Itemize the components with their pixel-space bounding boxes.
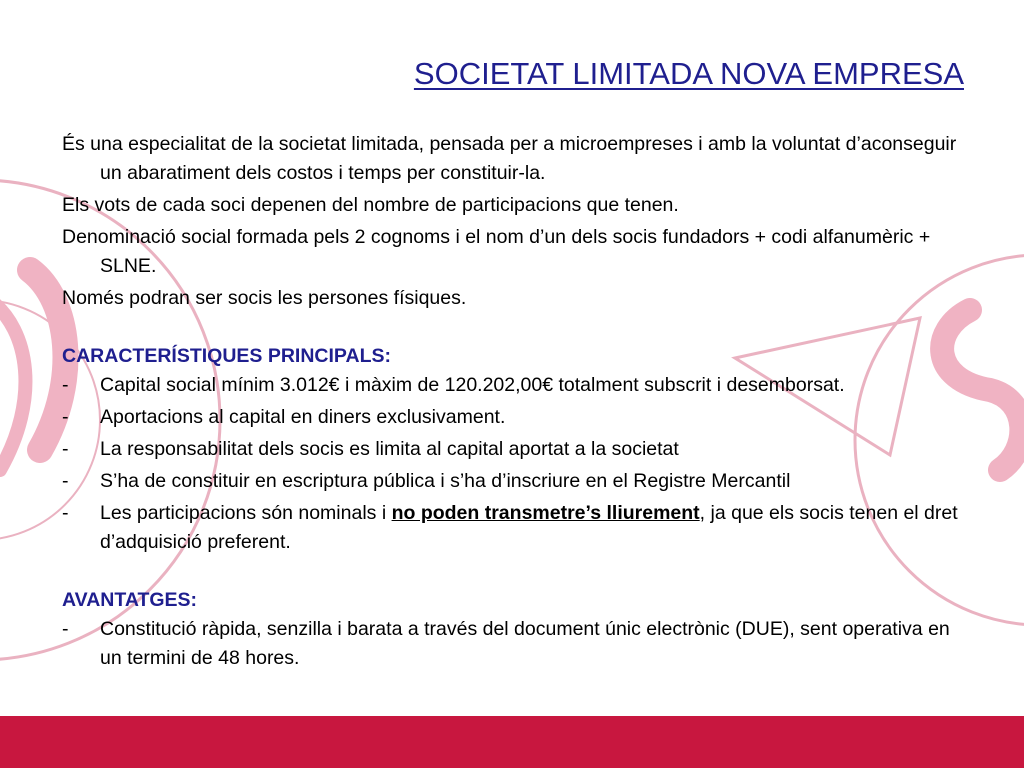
characteristic-text: Capital social mínim 3.012€ i màxim de 120.202,00€ totalment subscrit i desemborsat. [100, 374, 845, 396]
slide-title: SOCIETAT LIMITADA NOVA EMPRESA [413, 56, 964, 91]
bullet-marker: - [62, 374, 69, 396]
spacer [62, 316, 962, 342]
slide-body [62, 130, 962, 676]
characteristic-item [62, 499, 962, 557]
bullet-marker: - [62, 438, 69, 460]
left-glyph-arc [30, 270, 65, 450]
footer-band [0, 716, 1024, 768]
left-glyph-arc-2 [0, 300, 25, 470]
bullet-marker: - [62, 470, 69, 492]
intro-paragraph: Només podran ser socis les persones físiques. [62, 287, 467, 309]
advantage-text: Constitució ràpida, senzilla i barata a través del document únic electrònic (DUE), sent operativa en un termini de 48 hores. [100, 618, 950, 669]
characteristic-text-after: , ja que els socis tenen el dret d’adquisició preferent. [100, 502, 958, 553]
bullet-marker: - [62, 618, 69, 640]
advantages-heading: AVANTATGES: [62, 589, 198, 611]
characteristic-text [100, 499, 962, 557]
characteristic-item [62, 435, 962, 464]
bullet-marker: - [62, 406, 69, 428]
advantage-item [62, 615, 962, 673]
characteristics-heading: CARACTERÍSTIQUES PRINCIPALS: [62, 345, 391, 367]
characteristic-item [62, 403, 962, 432]
intro-paragraph: És una especialitat de la societat limitada, pensada per a microempreses i amb la voluntat d’aconseguir un abaratiment dels costos i temps per constituir-la. [62, 133, 957, 184]
characteristic-text: S’ha de constituir en escriptura pública i s’ha d’inscriure en el Registre Mercantil [100, 470, 791, 492]
characteristic-text: La responsabilitat dels socis es limita al capital aportat a la societat [100, 438, 679, 460]
intro-paragraph: Els vots de cada soci depenen del nombre de participacions que tenen. [62, 194, 679, 216]
spacer [62, 560, 962, 586]
characteristic-text: Aportacions al capital en diners exclusivament. [100, 406, 506, 428]
bullet-marker: - [62, 502, 69, 524]
characteristic-item [62, 371, 962, 400]
emphasis-text: no poden transmetre’s lliurement [391, 502, 700, 524]
characteristic-text-before: Les participacions són nominals i [100, 502, 392, 524]
intro-paragraph: Denominació social formada pels 2 cognoms i el nom d’un dels socis fundadors + codi alfanumèric + SLNE. [62, 226, 931, 277]
characteristic-item [62, 467, 962, 496]
